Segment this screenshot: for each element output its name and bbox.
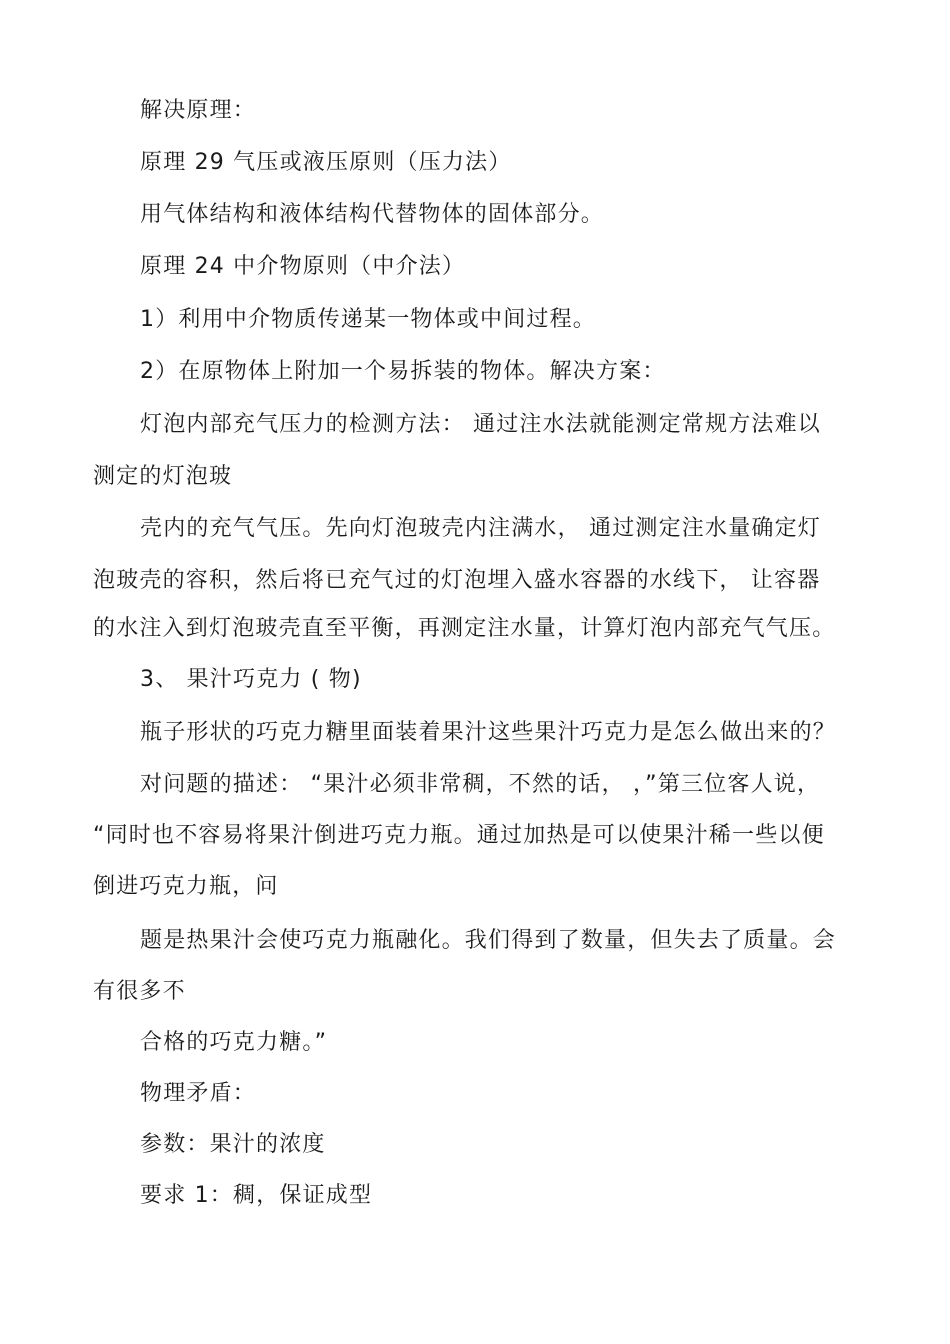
principle-24-item-1: 1）利用中介物质传递某一物体或中间过程。 xyxy=(140,307,596,332)
problem-description-line-3: 倒进巧克力瓶，问 xyxy=(93,874,279,899)
bulb-paragraph-line-2: 测定的灯泡玻 xyxy=(93,464,233,489)
bulb-paragraph-line-1: 灯泡内部充气压力的检测方法： 通过注水法就能测定常规方法难以 xyxy=(140,412,821,437)
problem-description-line-5: 有很多不 xyxy=(93,979,186,1004)
problem-description-line-4: 题是热果汁会使巧克力瓶融化。我们得到了数量，但失去了质量。会 xyxy=(140,928,837,953)
principle-29-title: 原理 29 气压或液压原则（压力法） xyxy=(140,150,512,175)
problem-description-line-1: 对问题的描述： “果汁必须非常稠，不然的话， ，”第三位客人说， xyxy=(140,772,821,797)
bulb-paragraph-line-5: 的水注入到灯泡玻壳直至平衡，再测定注水量，计算灯泡内部充气气压。 xyxy=(93,616,836,641)
bulb-paragraph-line-4: 泡玻壳的容积，然后将已充气过的灯泡埋入盛水容器的水线下， 让容器 xyxy=(93,568,821,593)
physical-contradiction-heading: 物理矛盾： xyxy=(140,1081,257,1106)
principle-24-title: 原理 24 中介物原则（中介法） xyxy=(140,254,466,279)
parameter-line: 参数：果汁的浓度 xyxy=(140,1132,326,1157)
heading-solution-principle: 解决原理： xyxy=(140,98,257,123)
bulb-paragraph-line-3: 壳内的充气气压。先向灯泡玻壳内注满水， 通过测定注水量确定灯 xyxy=(140,516,821,541)
section-3-title: 3、 果汁巧克力 ( 物) xyxy=(140,667,362,692)
requirement-1-line: 要求 1：稠，保证成型 xyxy=(140,1183,373,1208)
problem-description-line-2: “同时也不容易将果汁倒进巧克力瓶。通过加热是可以使果汁稀一些以便 xyxy=(93,823,825,848)
principle-29-text: 用气体结构和液体结构代替物体的固体部分。 xyxy=(140,202,605,227)
chocolate-question: 瓶子形状的巧克力糖里面装着果汁这些果汁巧克力是怎么做出来的？ xyxy=(140,720,837,745)
principle-24-item-2: 2）在原物体上附加一个易拆装的物体。解决方案： xyxy=(140,359,666,384)
problem-description-line-6: 合格的巧克力糖。” xyxy=(140,1030,328,1055)
